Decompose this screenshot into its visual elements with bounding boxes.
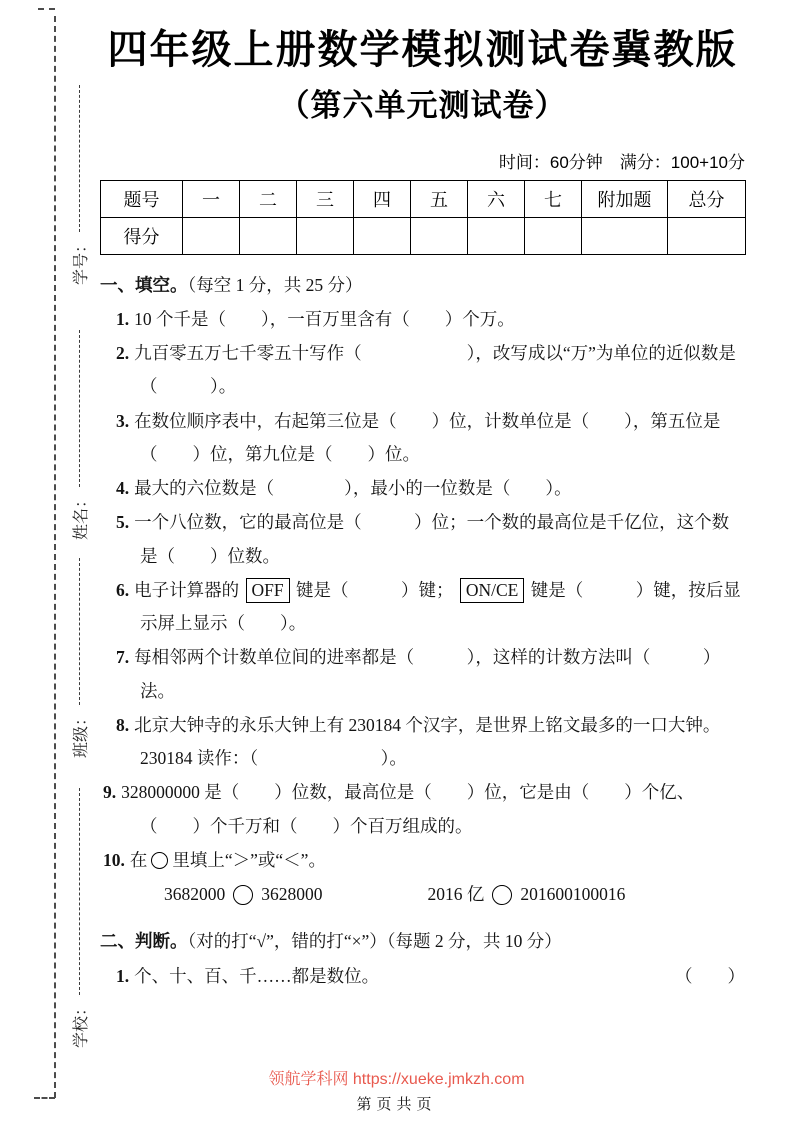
student-name-fill-line <box>79 330 80 487</box>
score-row-label: 得分 <box>101 217 183 254</box>
header-question-number: 题号 <box>101 180 183 217</box>
question-number: 5. <box>116 512 130 533</box>
comparison-row <box>100 878 745 911</box>
fill-question-6 <box>100 574 745 641</box>
question-text: 键是（ ）键； <box>295 579 454 600</box>
fold-mark-top <box>38 8 55 10</box>
student-id-label: 学号： <box>72 236 90 285</box>
class-label: 班级： <box>72 709 90 758</box>
paper-subtitle: （第六单元测试卷） <box>278 88 567 123</box>
score-cell <box>668 217 746 254</box>
section1-title: 一、填空。 <box>100 274 188 295</box>
student-name-label: 姓名： <box>72 491 90 540</box>
student-id-fill-line <box>79 85 80 232</box>
question-number: 10. <box>103 849 125 870</box>
binding-dashed-line <box>54 16 56 1098</box>
calculator-on-ce-key: ON/CE <box>460 578 525 603</box>
comparison-1 <box>164 878 323 911</box>
question-text: 每相邻两个计数单位间的进率都是（ ），这样的计数方法叫（ ）法。 <box>134 647 721 701</box>
footer-watermark: 领航学科网 https://xueke.jmkzh.com <box>268 1071 525 1088</box>
comparison-right-value: 3628000 <box>261 884 323 905</box>
header-section-3: 三 <box>297 180 354 217</box>
score-cell <box>525 217 582 254</box>
paper-content <box>100 28 745 994</box>
question-text: 328000000 是（ ）位数，最高位是（ ）位，它是由（ ）个亿、（ ）个千万和（ ）个百万组成的。 <box>121 782 695 836</box>
time-score-info: 时间：60分钟 满分：100+10分 <box>498 152 745 172</box>
student-name-field <box>66 330 92 540</box>
paper-title: 四年级上册数学模拟测试卷冀教版 <box>107 28 738 72</box>
question-number: 2. <box>116 343 130 364</box>
header-section-4: 四 <box>354 180 411 217</box>
comparison-left-value: 3682000 <box>164 884 226 905</box>
comparison-2 <box>428 878 626 911</box>
class-field <box>66 558 92 758</box>
header-section-1: 一 <box>183 180 240 217</box>
question-text: 里填上“＞”或“＜”。 <box>172 849 326 870</box>
question-text: 10 个千是（ ），一百万里含有（ ）个万。 <box>134 308 515 329</box>
question-text: 九百零五万七千零五十写作（ ），改写成以“万”为单位的近似数是（ ）。 <box>134 343 736 397</box>
question-text: 在数位顺序表中，右起第三位是（ ）位，计数单位是（ ），第五位是（ ）位，第九位是（ ）位。 <box>134 410 721 464</box>
question-number: 3. <box>116 410 130 431</box>
judge-question-1 <box>100 960 745 993</box>
header-bonus: 附加题 <box>582 180 668 217</box>
header-section-7: 七 <box>525 180 582 217</box>
fill-question-1 <box>100 303 745 336</box>
question-text: 键是（ ）键，按后显示屏上显示（ ）。 <box>140 579 741 634</box>
question-text: 个、十、百、千……都是数位。 <box>134 965 380 986</box>
question-number: 9. <box>103 782 117 803</box>
fill-question-7 <box>100 641 745 708</box>
question-number: 1. <box>116 965 130 986</box>
score-cell <box>354 217 411 254</box>
section2-heading <box>100 925 745 958</box>
header-section-5: 五 <box>411 180 468 217</box>
section2-note: （对的打“√”，错的打“×”）（每题 2 分，共 10 分） <box>187 931 562 952</box>
class-fill-line <box>79 558 80 705</box>
compare-circle-icon <box>492 885 512 905</box>
fill-question-2 <box>100 337 745 404</box>
question-text: 北京大钟寺的永乐大钟上有 230184 个汉字，是世界上铭文最多的一口大钟。230184 读作：（ ）。 <box>134 714 721 769</box>
compare-circle-icon <box>151 852 168 869</box>
compare-circle-icon <box>233 885 253 905</box>
fill-question-4 <box>100 472 745 505</box>
school-field <box>66 788 92 1048</box>
question-text: 在 <box>129 849 148 870</box>
answer-blank: （ ） <box>675 965 745 986</box>
question-text: 最大的六位数是（ ），最小的一位数是（ ）。 <box>134 478 572 499</box>
score-table-header-row <box>101 180 746 217</box>
header-section-6: 六 <box>468 180 525 217</box>
header-total: 总分 <box>668 180 746 217</box>
score-table-score-row <box>101 217 746 254</box>
student-id-field <box>66 85 92 285</box>
score-cell <box>582 217 668 254</box>
school-fill-line <box>79 788 80 995</box>
fill-question-8 <box>100 709 745 776</box>
question-text: 一个八位数，它的最高位是（ ）位；一个数的最高位是千亿位，这个数是（ ）位数。 <box>134 512 730 566</box>
score-table <box>100 180 746 255</box>
question-number: 8. <box>116 714 130 735</box>
fill-question-3 <box>100 405 745 472</box>
question-number: 1. <box>116 308 130 329</box>
school-label: 学校： <box>72 999 90 1048</box>
page-number: 第页共页 <box>356 1096 437 1113</box>
header-section-2: 二 <box>240 180 297 217</box>
section2-title: 二、判断。 <box>100 931 188 952</box>
calculator-off-key: OFF <box>246 578 290 603</box>
question-number: 6. <box>116 579 130 600</box>
score-cell <box>468 217 525 254</box>
question-number: 4. <box>116 478 130 499</box>
fill-question-5 <box>100 506 745 573</box>
section1-heading <box>100 269 745 302</box>
section1-note: （每空 1 分，共 25 分） <box>187 274 363 295</box>
fill-question-9 <box>100 776 745 843</box>
comparison-right-value: 201600100016 <box>520 884 626 905</box>
question-text: 电子计算器的 <box>134 579 240 600</box>
score-cell <box>240 217 297 254</box>
score-cell <box>297 217 354 254</box>
score-cell <box>183 217 240 254</box>
comparison-left-value: 2016 亿 <box>427 884 485 905</box>
fill-question-10 <box>100 844 745 877</box>
score-cell <box>411 217 468 254</box>
question-number: 7. <box>116 647 130 668</box>
